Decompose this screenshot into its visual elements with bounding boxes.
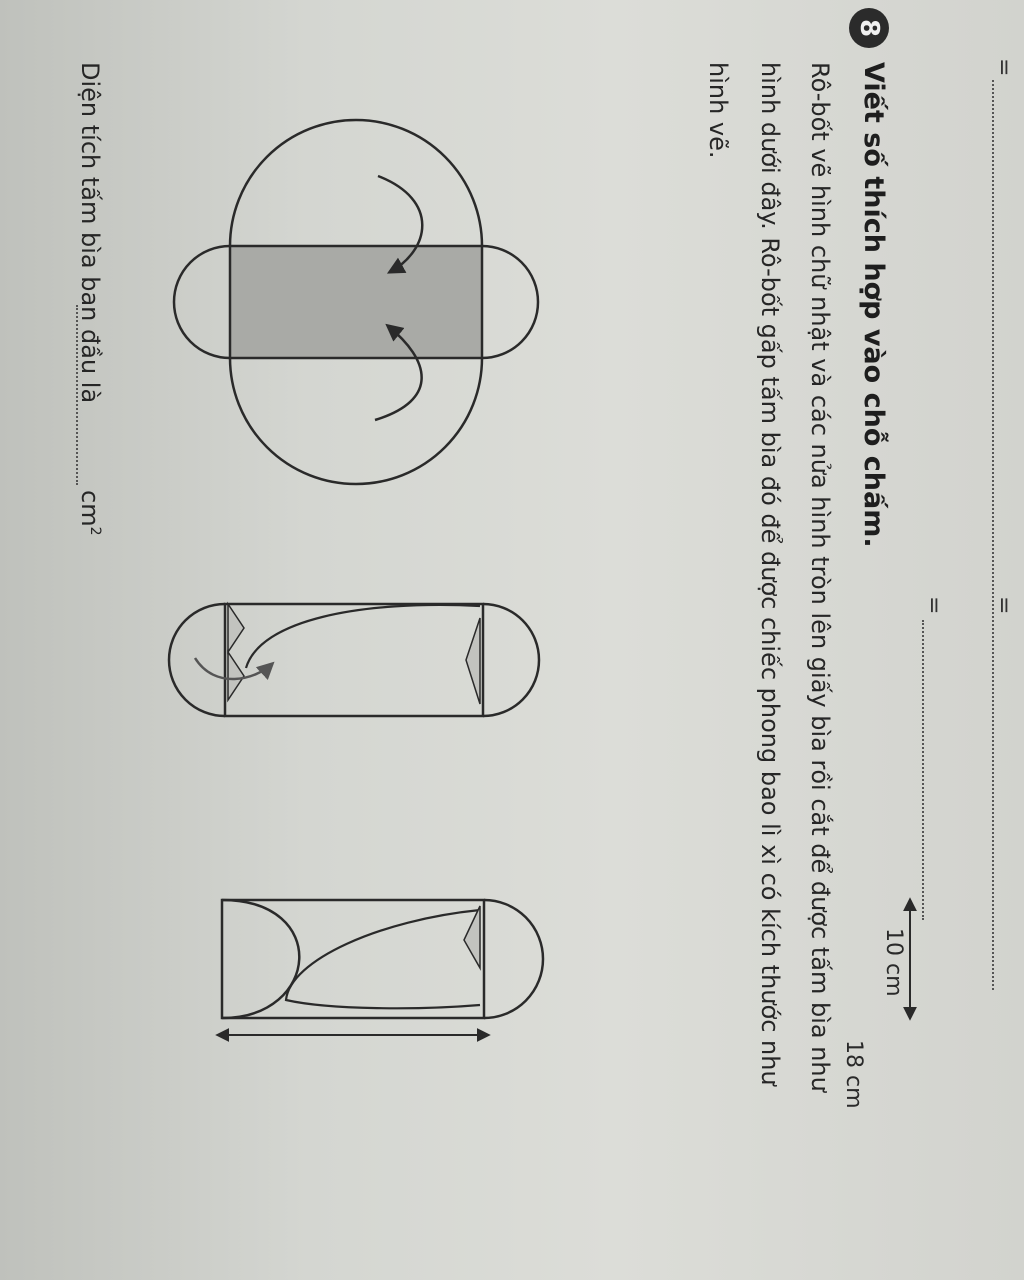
equal-sign: = [921,596,946,615]
equal-sign: = [991,58,1016,77]
body-text-line: hình vẽ. [704,62,732,159]
answer-unit [76,490,104,536]
answer-prompt: Diện tích tấm bìa ban đầu là [76,62,104,404]
exercise-heading: Viết số thích hợp vào chỗ chấm. [858,62,889,548]
width-dimension-label: 18 cm [841,1040,866,1109]
body-text-line: hình dưới đây. Rô-bốt gấp tấm bìa đó để được chiếc phong bao lì xì có kích thước như [756,62,784,1086]
unit-text: cm [76,490,104,527]
unit-exponent: 2 [87,526,103,536]
answer-dots [922,620,924,920]
body-text-line: Rô-bốt vẽ hình chữ nhật và các nửa hình tròn lên giấy bìa rồi cắt để được tấm bìa như [806,62,834,1092]
answer-blank [76,305,78,485]
exercise-number-badge: 8 [849,8,889,48]
height-dimension-label: 10 cm [881,928,906,997]
equal-sign: = [991,596,1016,615]
answer-dots [992,620,994,990]
